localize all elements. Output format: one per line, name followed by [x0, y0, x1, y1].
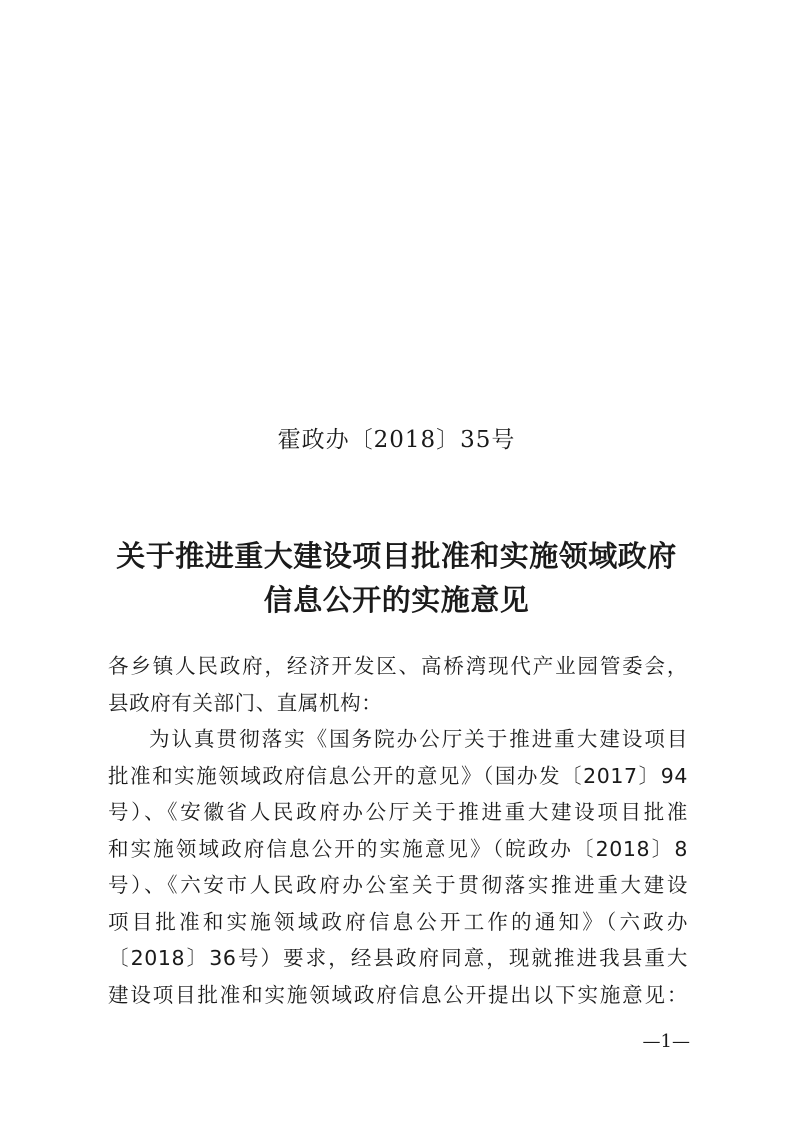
paragraph-line-2: 批准和实施领域政府信息公开的意见》（国办发〔2017〕94: [108, 763, 688, 788]
paragraph-line-1: 为认真贯彻落实《国务院办公厅关于推进重大建设项目: [149, 727, 688, 751]
paragraph-line-7: 〔2018〕36号）要求，经县政府同意，现就推进我县重大: [108, 946, 688, 970]
paragraph-line-6: 项目批准和实施领域政府信息公开工作的通知》（六政办: [108, 909, 688, 934]
document-number: 霍政办〔2018〕35号: [277, 427, 516, 453]
paragraph-line-4: 和实施领域政府信息公开的实施意见》（皖政办〔2018〕8: [108, 836, 688, 861]
paragraph-line-5: 号）、《六安市人民政府办公室关于贯彻落实推进重大建设: [108, 873, 688, 897]
document-body: [108, 648, 688, 1013]
salutation-line-2: 县政府有关部门、直属机构：: [108, 690, 383, 715]
title-line-1: 关于推进重大建设项目批准和实施领域政府: [116, 539, 677, 573]
title-line-2: 信息公开的实施意见: [263, 583, 530, 617]
salutation-line-1: 各乡镇人民政府，经济开发区、高桥湾现代产业园管委会，: [108, 654, 688, 678]
document-title: [0, 534, 793, 622]
paragraph-line-8: 建设项目批准和实施领域政府信息公开提出以下实施意见：: [108, 982, 688, 1007]
page-number: —1—: [642, 1031, 690, 1052]
paragraph-line-3: 号）、《安徽省人民政府办公厅关于推进重大建设项目批准: [108, 800, 688, 824]
